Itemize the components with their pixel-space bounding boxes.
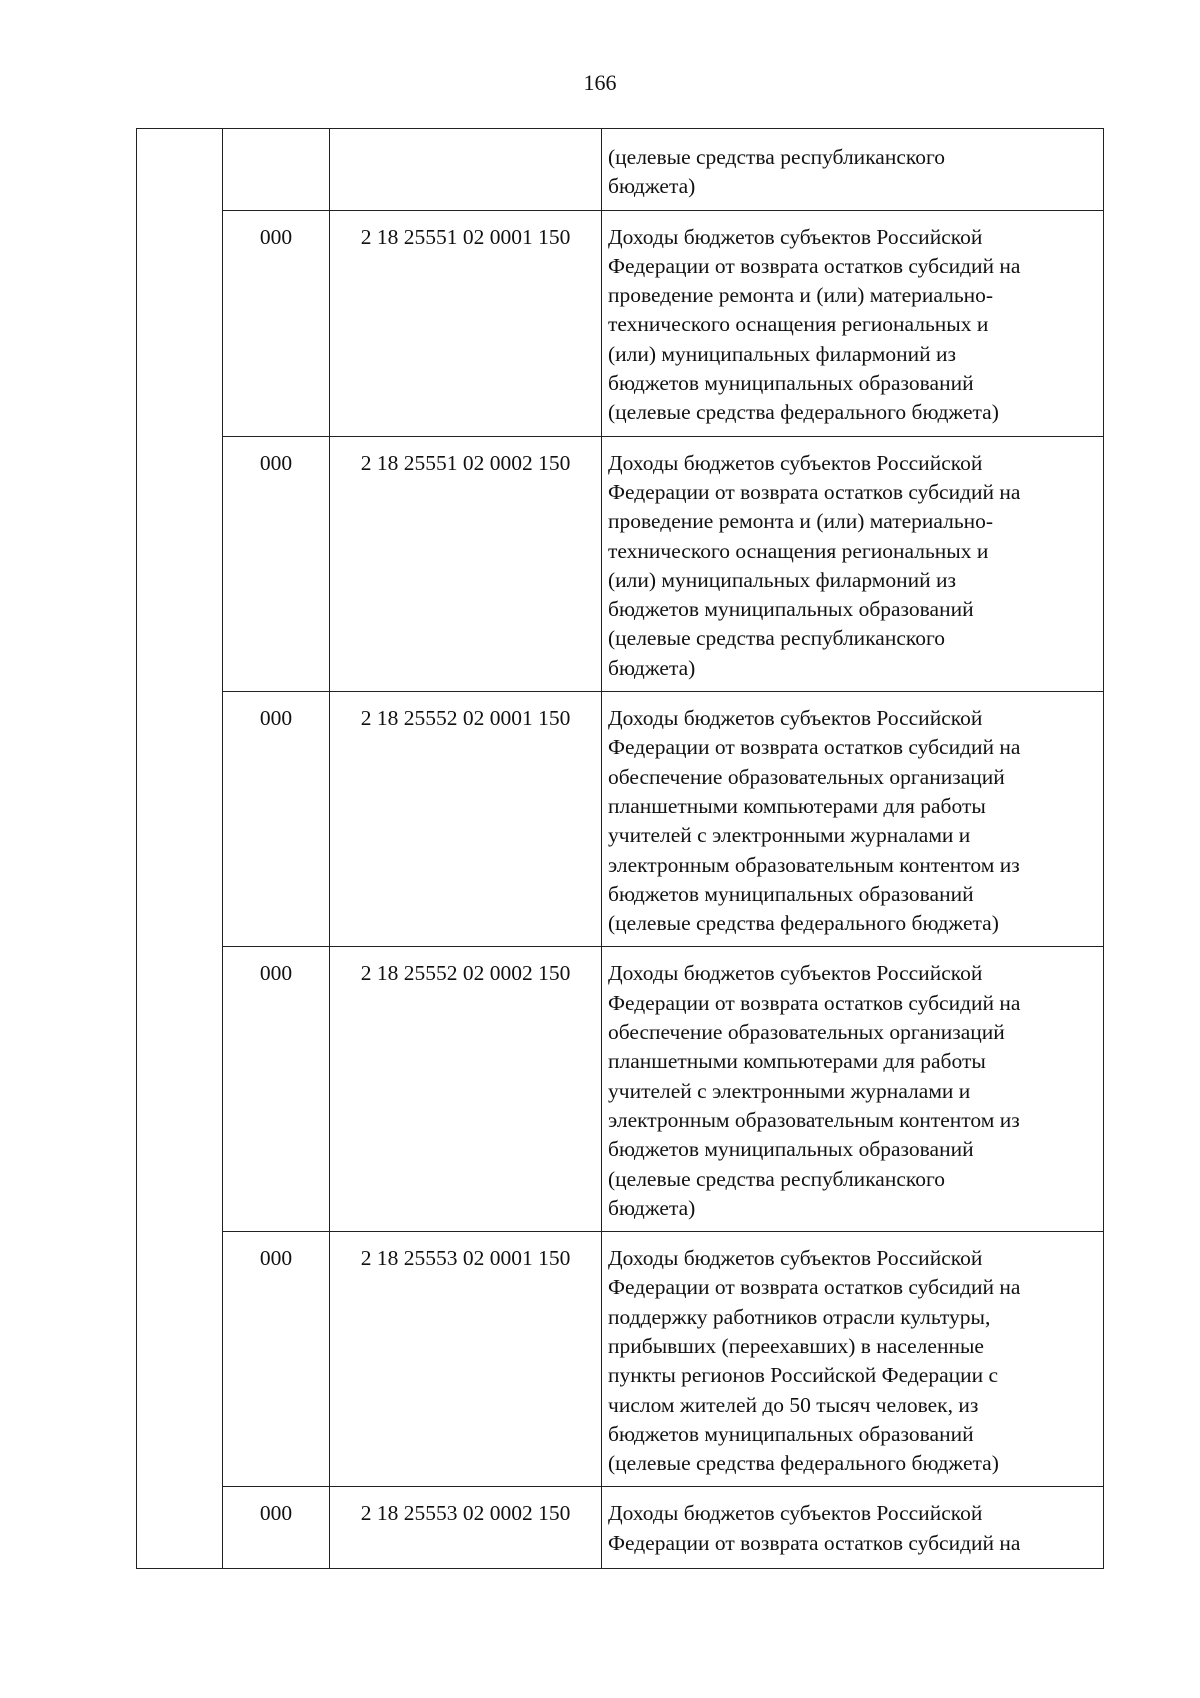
description-line: поддержку работников отрасли культуры, [608, 1304, 991, 1329]
description-cell [602, 210, 1104, 436]
table-row [137, 1487, 1104, 1569]
description-line: технического оснащения региональных и [608, 538, 989, 563]
description-line: (целевые средства республиканского [608, 145, 946, 169]
description-line: бюджетов муниципальных образований [608, 1137, 974, 1162]
budget-code-cell: 2 18 25553 02 0001 150 [330, 1232, 602, 1487]
table-row [137, 210, 1104, 436]
admin-code-cell: 000 [223, 436, 330, 691]
admin-code-cell: 000 [223, 1487, 330, 1569]
budget-code-cell: 2 18 25551 02 0001 150 [330, 210, 602, 436]
description-line: (или) муниципальных филармоний из [608, 341, 957, 366]
budget-code-cell [330, 129, 602, 211]
description-line: бюджета) [608, 174, 696, 199]
description-line: Федерации от возврата остатков субсидий на [608, 1530, 1021, 1555]
table-body [137, 129, 1104, 1569]
budget-code-cell: 2 18 25551 02 0002 150 [330, 436, 602, 691]
description-line: Доходы бюджетов субъектов Российской [608, 706, 983, 731]
description-line: планшетными компьютерами для работы [608, 793, 986, 818]
description-line: (целевые средства республиканского [608, 626, 946, 651]
description-line: обеспечение образовательных организаций [608, 1020, 1005, 1045]
table-row [137, 692, 1104, 947]
description-line: электронным образовательным контентом из [608, 852, 1020, 877]
description-line: Доходы бюджетов субъектов Российской [608, 224, 983, 249]
description-line: Федерации от возврата остатков субсидий на [608, 479, 1021, 504]
admin-code-cell: 000 [223, 947, 330, 1232]
description-line: (целевые средства федерального бюджета) [608, 911, 999, 936]
description-line: Доходы бюджетов субъектов Российской [608, 1246, 983, 1271]
empty-column-cell [137, 129, 223, 1569]
description-cell [602, 436, 1104, 691]
description-line: Федерации от возврата остатков субсидий на [608, 1275, 1021, 1300]
description-line: бюджетов муниципальных образований [608, 1421, 974, 1446]
description-line: электронным образовательным контентом из [608, 1107, 1020, 1132]
description-line: бюджетов муниципальных образований [608, 371, 974, 396]
budget-code-cell: 2 18 25553 02 0002 150 [330, 1487, 602, 1569]
table-row [137, 129, 1104, 211]
description-cell [602, 692, 1104, 947]
description-line: прибывших (переехавших) в населенные [608, 1333, 984, 1358]
description-line: числом жителей до 50 тысяч человек, из [608, 1392, 979, 1417]
description-line: планшетными компьютерами для работы [608, 1049, 986, 1074]
description-line: бюджета) [608, 655, 696, 680]
description-cell [602, 129, 1104, 211]
table-row [137, 436, 1104, 691]
description-line: пункты регионов Российской Федерации с [608, 1363, 999, 1388]
description-line: учителей с электронными журналами и [608, 823, 971, 848]
description-line: проведение ремонта и (или) материально- [608, 283, 994, 308]
description-line: бюджетов муниципальных образований [608, 597, 974, 622]
description-line: Федерации от возврата остатков субсидий на [608, 253, 1021, 278]
description-line: технического оснащения региональных и [608, 312, 989, 337]
description-line: Доходы бюджетов субъектов Российской [608, 450, 983, 475]
description-line: бюджета) [608, 1195, 696, 1220]
admin-code-cell [223, 129, 330, 211]
description-line: (целевые средства республиканского [608, 1166, 946, 1191]
description-line: бюджетов муниципальных образований [608, 881, 974, 906]
budget-codes-table [136, 128, 1104, 1569]
budget-code-cell: 2 18 25552 02 0002 150 [330, 947, 602, 1232]
description-line: обеспечение образовательных организаций [608, 764, 1005, 789]
description-line: (или) муниципальных филармоний из [608, 567, 957, 592]
description-cell [602, 1232, 1104, 1487]
description-line: Федерации от возврата остатков субсидий на [608, 735, 1021, 760]
description-line: (целевые средства федерального бюджета) [608, 400, 999, 425]
budget-code-cell: 2 18 25552 02 0001 150 [330, 692, 602, 947]
page-number: 166 [583, 70, 617, 95]
description-line: учителей с электронными журналами и [608, 1078, 971, 1103]
table-row [137, 947, 1104, 1232]
description-line: проведение ремонта и (или) материально- [608, 509, 994, 534]
description-line: (целевые средства федерального бюджета) [608, 1451, 999, 1476]
description-line: Федерации от возврата остатков субсидий на [608, 990, 1021, 1015]
description-line: Доходы бюджетов субъектов Российской [608, 1501, 983, 1526]
admin-code-cell: 000 [223, 1232, 330, 1487]
admin-code-cell: 000 [223, 692, 330, 947]
description-cell [602, 1487, 1104, 1569]
description-cell [602, 947, 1104, 1232]
table-row [137, 1232, 1104, 1487]
description-line: Доходы бюджетов субъектов Российской [608, 961, 983, 986]
admin-code-cell: 000 [223, 210, 330, 436]
